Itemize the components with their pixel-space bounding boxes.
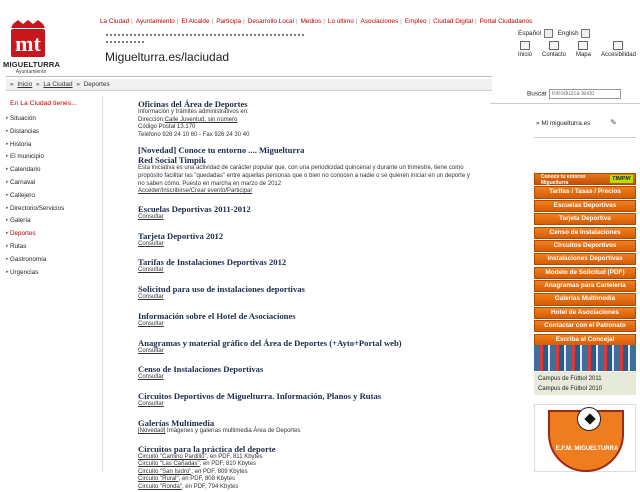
search-input[interactable] [549,89,621,99]
timpik-subtitle[interactable]: Red Social Timpik [138,155,206,166]
section-block [138,204,488,222]
galerias-title[interactable]: Galerías Multimedia [138,418,215,428]
efm-text: E.F.M. MIGUELTURRA [555,446,619,452]
section-block [138,338,488,356]
braille-dot [142,41,144,43]
section-title[interactable]: Anagramas y material gráfico del Área de Deportes (+Ayto+Portal web) [138,337,402,348]
braille-dot [258,34,260,36]
flag-es-icon[interactable] [544,29,553,38]
braille-dot [110,41,112,43]
banner-button[interactable]: Anagramas para Cartelería [534,280,636,292]
section-list [138,204,488,409]
section-block [138,311,488,329]
utility-mapa[interactable] [576,41,591,61]
banner-button[interactable]: Instalaciones Deportivas [534,253,636,265]
nav-separator: | [243,18,245,25]
topnav-item[interactable]: Ciudad Digital [433,18,473,25]
timpik-banner[interactable] [534,173,636,185]
nav-separator: | [323,18,325,25]
braille-dot [162,34,164,36]
sidebar-item[interactable]: ▸ Urgencias [6,269,102,282]
sidebar-item[interactable]: ▸ Deportes [6,230,102,243]
topnav-item[interactable]: Portal Ciudadanos [479,18,533,25]
braille-dot [114,41,116,43]
topnav-item[interactable]: El Alcalde [181,18,210,25]
braille-dot [178,34,180,36]
nav-separator: | [428,18,431,25]
sidebar-item[interactable]: ▸ Callejero [6,192,102,205]
circuito-info: , en PDF, 809 Kbytes [191,468,248,475]
galerias-text: Imágenes y galerías multimedia Área de Deportes [165,428,301,434]
section-title[interactable]: Información sobre el Hotel de Asociaciones [138,310,296,321]
braille-dot [122,34,124,36]
banner-button[interactable]: Escriba al Concejal [534,334,636,346]
search-divider [490,103,640,104]
campus-photo[interactable] [534,345,636,371]
braille-dot [230,34,232,36]
search-box [527,89,621,99]
main-content [138,99,488,492]
utility-label: Accesibilidad [600,52,636,58]
header-divider [6,76,492,77]
campus-2011-link[interactable]: Campus de Fútbol 2011 [538,376,602,382]
section-block [138,231,488,249]
braille-dot [226,34,228,36]
svg-text:mt: mt [15,31,41,56]
sidebar [6,100,102,281]
site-logo[interactable] [3,18,61,76]
topnav-item[interactable]: Medios [300,18,322,25]
braille-dot [190,34,192,36]
braille-dot [146,34,148,36]
braille-dot [174,34,176,36]
topnav-item[interactable]: Ayuntamiento [135,18,175,25]
circuito-item [138,461,488,469]
timpik-block [138,145,488,195]
timpik-text: Esta iniciativa es una actividad de carácter popular que, con una periodicidad quincenal y durante un trimestre, tiene como propósito facilitar las "quedadas" entre aquellas personas que o bien no conocen a nadie o se quieren iniciar en un deporte y no saben cómo. Puesto en marcha en marzo de 2012 [138,165,470,187]
sidebar-item[interactable]: ▸ Carnaval [6,179,102,192]
braille-dot [170,34,172,36]
nav-separator: | [295,18,298,25]
utility-label: Mapa [575,52,591,58]
banner-list [534,173,636,347]
topnav-item[interactable]: Lo último [327,18,354,25]
oficinas-title[interactable]: Oficinas del Área de Deportes [138,99,248,109]
breadcrumb [6,79,492,91]
braille-dot [294,34,296,36]
sidebar-divider [102,96,103,472]
braille-dot [118,41,120,43]
breadcrumb-home[interactable]: Inicio [17,81,33,88]
braille-dot [234,34,236,36]
banner-button[interactable]: Galerías Multimedia [534,293,636,305]
braille-dot [118,34,120,36]
banner-button[interactable]: Circuitos Deportivos [534,240,636,252]
braille-dot [154,34,156,36]
utility-label: Inicio [518,52,533,58]
circuito-link[interactable]: Circuito "Camino Pardillo" [138,453,207,460]
timpik-link[interactable]: Acceder/Inscribirse/Crear evento/Participar [138,188,253,195]
nav-separator: | [211,18,214,25]
braille-dot [218,34,220,36]
oficinas-cp: Código Postal 13.170 [138,124,196,131]
braille-dot [298,34,300,36]
utility-label: Contacto [541,52,566,58]
topnav-item[interactable]: La Ciudad [100,18,130,25]
section-title[interactable]: Tarjeta Deportiva 2012 [138,230,224,241]
map-icon [578,41,588,50]
logo-mark-icon [5,18,53,58]
breadcrumb-current: Deportes [83,81,110,88]
banner-button[interactable]: Modelo de Solicitud (PDF) [534,267,636,279]
circuito-link[interactable]: Circuito "San Isidro" [138,468,192,475]
braille-dot [138,41,140,43]
braille-dot [262,34,264,36]
nav-separator: | [474,18,477,25]
braille-dot [142,34,144,36]
braille-dot [270,34,272,36]
braille-dot [286,34,288,36]
topnav-item[interactable]: Asociaciones [360,18,399,25]
circuito-item [138,476,488,484]
consultar-link[interactable]: Consultar [138,347,164,354]
braille-dot [150,34,152,36]
braille-dot [202,34,204,36]
topnav-item[interactable]: Desarrollo Local [247,18,294,25]
consultar-link[interactable]: Consultar [138,240,164,247]
section-title[interactable]: Tarifas de Instalaciones Deportivas 2012 [138,257,287,268]
braille-dot [242,34,244,36]
circuitos-title[interactable]: Circuitos para la práctica del deporte [138,443,276,454]
braille-dot [246,34,248,36]
braille-dot [130,34,132,36]
utility-links [518,41,636,61]
circuito-info: , en PDF, 808 Kbytes [178,476,235,483]
braille-dot [122,41,124,43]
topnav-item[interactable]: Participa [216,18,242,25]
braille-dot [130,41,132,43]
breadcrumb-sep: » [76,81,80,88]
braille-dot [126,41,128,43]
site-title: Miguelturra.es/laciudad [105,50,230,64]
section-title[interactable]: Solicitud para uso de instalaciones deportivas [138,284,305,295]
oficinas-tel: Teléfono 926 24 10 60 - Fax 926 24 30 40 [138,131,250,138]
braille-dot [250,34,252,36]
galerias-block [138,418,488,436]
sidebar-item[interactable]: ▸ Situación [6,115,102,128]
sidebar-item[interactable]: ▸ Galería [6,217,102,230]
braille-dot [158,34,160,36]
circuito-item [138,484,488,492]
braille-dot [282,34,284,36]
braille-dot [274,34,276,36]
breadcrumb-sep: » [36,81,40,88]
braille-dot [106,34,108,36]
flag-en-icon[interactable] [581,29,590,38]
circuito-info: , en PDF, 810 Kbytes [199,461,256,468]
mi-miguelturra-link[interactable]: » Mi miguelturra.es [536,120,591,127]
section-block [138,364,488,382]
circuito-item [138,454,488,462]
braille-dot [210,34,212,36]
section-block [138,391,488,409]
consultar-link[interactable]: Consultar [138,213,164,220]
timpik-banner-line2: Miguelturra [541,179,569,186]
topnav-item[interactable]: Empleo [404,18,427,25]
sidebar-list [6,115,102,281]
braille-dot [278,34,280,36]
sidebar-item[interactable]: ▸ Distancias [6,128,102,141]
braille-dot [106,41,108,43]
braille-dot [134,41,136,43]
braille-dot [194,34,196,36]
address-label: Dirección: [138,116,165,123]
utility-inicio[interactable] [518,41,532,61]
braille-dot [214,34,216,36]
braille-dot [238,34,240,36]
braille-dot [198,34,200,36]
braille-dot [134,34,136,36]
consultar-link[interactable]: Consultar [138,294,164,301]
banner-button[interactable]: Tarjeta Deportiva [534,213,636,225]
circuito-info: , en PDF, 794 Kbytes [181,483,239,490]
braille-dot [302,34,304,36]
banner-button[interactable]: Escuelas Deportivas [534,200,636,212]
banner-button[interactable]: Hotel de Asociaciones [534,307,636,319]
top-navigation [100,18,533,28]
consultar-link[interactable]: Consultar [138,267,164,274]
circuito-info: , en PDF, 811 Kbytes [206,453,263,460]
banner-button[interactable]: Tarifas / Tasas / Precios [534,186,636,198]
nav-separator: | [355,18,358,25]
oficinas-address [138,117,488,125]
breadcrumb-sep: » [10,81,14,88]
braille-dot [222,34,224,36]
circuito-item [138,469,488,477]
section-block [138,257,488,275]
circuito-link[interactable]: Circuito "Las Cañadas" [138,461,200,468]
lang-en-link[interactable]: English [557,30,579,38]
section-title[interactable]: Circuitos Deportivos de Miguelturra. Información, Planos y Rutas [138,391,382,402]
campus-2010-link[interactable]: Campus de Fútbol 2010 [538,386,603,392]
sidebar-item[interactable]: ▸ Calendario [6,166,102,179]
language-selector [518,29,590,38]
circuitos-block [138,444,488,492]
sidebar-title: En La Ciudad tienes... [10,100,77,107]
edit-icon[interactable]: ✎ [610,118,617,127]
sidebar-item[interactable]: ▸ Historia [6,141,102,154]
braille-dot [182,34,184,36]
galerias-link[interactable]: [Novedad] [138,428,166,434]
timpik-title[interactable]: [Novedad] Conoce tu entorno .... Miguelturra [138,145,305,156]
mi-miguelturra[interactable] [536,118,617,127]
search-label: Buscar [527,90,547,98]
braille-dot [110,34,112,36]
circuito-link[interactable]: Circuito "Rural" [138,476,179,483]
braille-dot [138,34,140,36]
consultar-link[interactable]: Consultar [138,374,164,381]
address-link[interactable]: Calle Juventud, sin número [164,116,238,123]
braille-dot [206,34,208,36]
mi-divider [534,137,636,138]
banner-button[interactable]: Contactar con el Patronato [534,320,636,332]
braille-decoration [105,31,305,43]
home-icon [520,41,530,50]
circuito-link[interactable]: Circuito "Ronda" [138,483,182,490]
braille-dot [266,34,268,36]
nav-separator: | [131,18,133,25]
braille-dot [186,34,188,36]
braille-dot [290,34,292,36]
timpik-badge: TIMPIK [612,176,631,182]
braille-dot [126,34,128,36]
football-icon [577,407,601,431]
section-title[interactable]: Censo de Instalaciones Deportivas [138,364,264,375]
sidebar-item[interactable]: ▸ Gastronomía [6,256,102,269]
utility-accesibilidad[interactable] [601,41,636,61]
braille-dot [114,34,116,36]
lang-es-link[interactable]: Español [518,30,542,38]
braille-dot [166,34,168,36]
consultar-link[interactable]: Consultar [138,401,164,408]
nav-separator: | [176,18,179,25]
breadcrumb-ciudad[interactable]: La Ciudad [43,81,73,88]
oficinas-info: Información y trámites administrativos en: [138,109,249,115]
sidebar-item[interactable]: ▸ El municipio [6,153,102,166]
logo-subtitle: Ayuntamiento [15,69,47,75]
nav-separator: | [400,18,402,25]
accessibility-icon [613,41,623,50]
sidebar-item[interactable]: ▸ Rutas [6,243,102,256]
timpik-banner-line1: Conoce tu entorno [541,174,586,180]
banner-button[interactable]: Censo de Instalaciones [534,227,636,239]
consultar-link[interactable]: Consultar [138,320,164,327]
section-title[interactable]: Escuelas Deportivas 2011-2012 [138,203,251,214]
oficinas-block [138,99,488,139]
mail-icon [549,41,559,50]
logo-name: MIGUELTURRA [3,60,61,69]
braille-dot [254,34,256,36]
section-block [138,284,488,302]
sidebar-item[interactable]: ▸ Directorio/Servicios [6,205,102,218]
utility-contacto[interactable] [542,41,566,61]
circuitos-list [138,454,488,492]
